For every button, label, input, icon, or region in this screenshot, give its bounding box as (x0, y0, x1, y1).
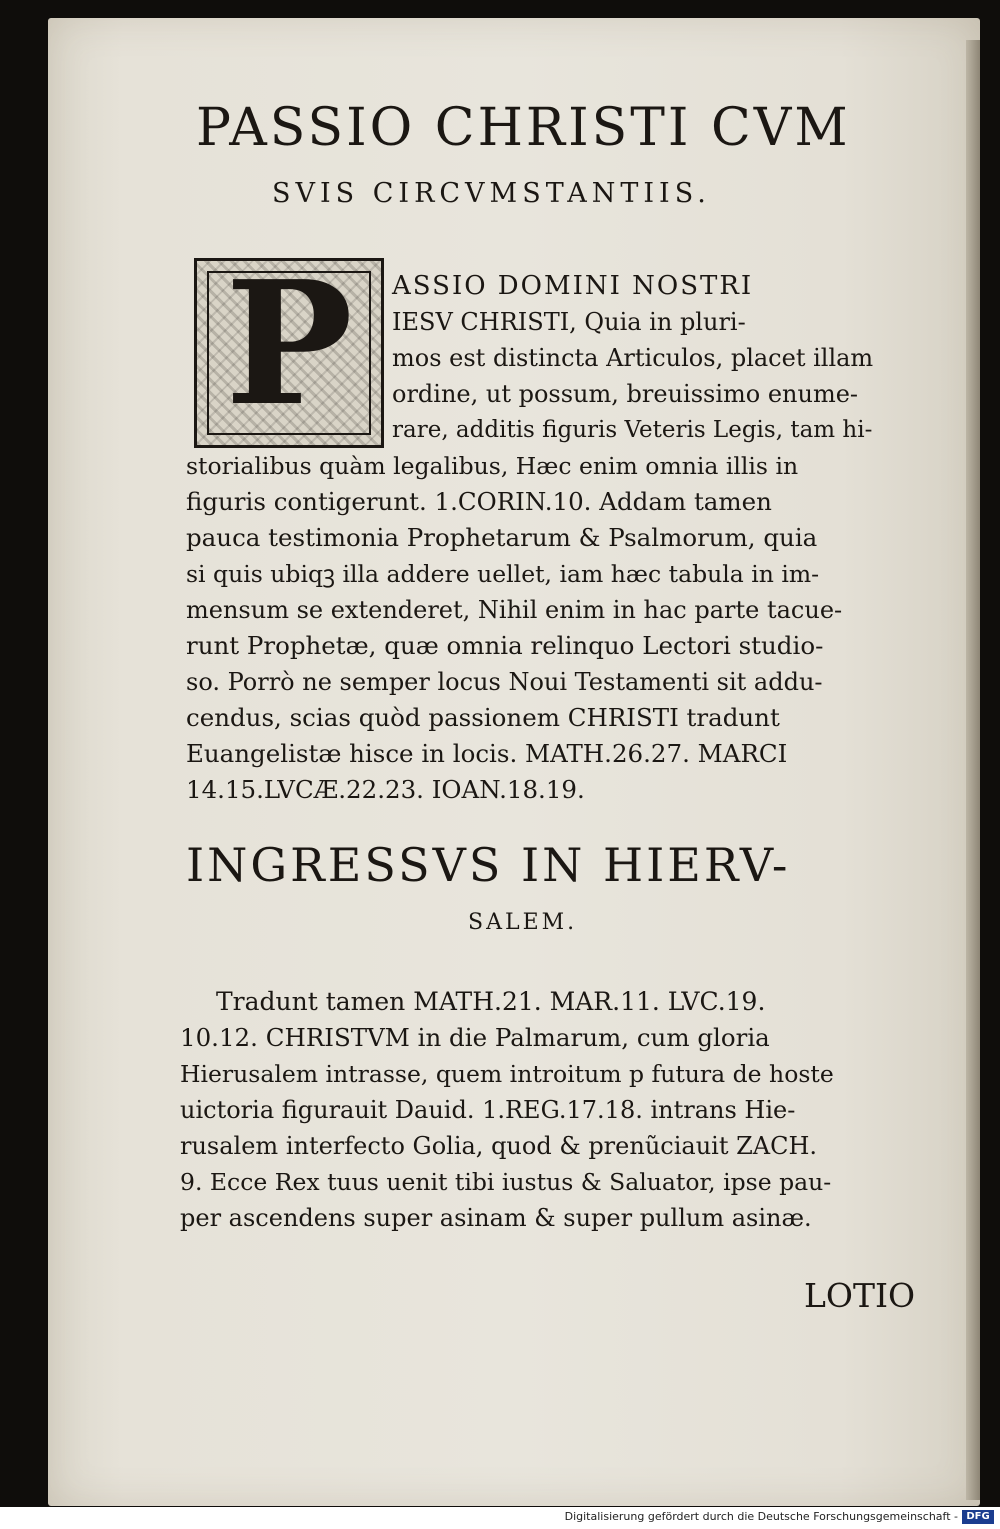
paragraph2-line: Hierusalem intrasse, quem introitum p futura de hoste (180, 1060, 834, 1088)
page-title: PASSIO CHRISTI CVM (196, 98, 851, 158)
page-subtitle: SVIS CIRCVMSTANTIIS. (272, 178, 711, 209)
paragraph1-line: figuris contigerunt. 1.CORIN.10. Addam tamen (186, 487, 772, 516)
paragraph2-line: 9. Ecce Rex tuus uenit tibi iustus & Saluator, ipse pau- (180, 1168, 832, 1196)
paragraph1-line: ordine, ut possum, breuissimo enume- (392, 380, 859, 408)
paragraph1-line: pauca testimonia Prophetarum & Psalmorum, quia (186, 523, 818, 552)
paragraph2-line: Tradunt tamen MATH.21. MAR.11. LVC.19. (216, 987, 766, 1016)
paragraph1-line: rare, additis figuris Veteris Legis, tam hi- (392, 417, 873, 443)
section-heading: INGRESSVS IN HIERV- (186, 838, 791, 892)
paragraph1-line: cendus, scias quòd passionem CHRISTI tradunt (186, 703, 780, 732)
paragraph1-line: so. Porrò ne semper locus Noui Testamenti sit addu- (186, 668, 823, 696)
paragraph1-line: 14.15.LVCÆ.22.23. IOAN.18.19. (186, 775, 585, 804)
page-edge (966, 40, 980, 1500)
paragraph1-line: ASSIO DOMINI NOSTRI (392, 271, 754, 301)
section-heading-continued: SALEM. (468, 910, 578, 935)
paragraph2-line: uictoria figurauit Dauid. 1.REG.17.18. intrans Hie- (180, 1096, 796, 1124)
catchword: LOTIO (804, 1276, 916, 1315)
paragraph1-line: mos est distincta Articulos, placet illam (392, 344, 874, 372)
dfg-logo[interactable]: DFG (962, 1510, 994, 1524)
paragraph1-line: si quis ubiqꝫ illa addere uellet, iam hæc tabula in im- (186, 560, 820, 588)
decorated-initial (194, 244, 384, 448)
initial-letter: P (225, 244, 353, 444)
paragraph2-line: per ascendens super asinam & super pullum asinæ. (180, 1204, 812, 1232)
paragraph2-line: rusalem interfecto Golia, quod & prenũciauit ZACH. (180, 1132, 818, 1160)
paragraph1-line: IESV CHRISTI, Quia in pluri- (392, 308, 746, 336)
paragraph1-line: runt Prophetæ, quæ omnia relinquo Lectori studio- (186, 631, 824, 660)
paragraph2-line: 10.12. CHRISTVM in die Palmarum, cum gloria (180, 1023, 770, 1052)
paragraph1-line: Euangelistæ hisce in locis. MATH.26.27. MARCI (186, 739, 788, 768)
footer-credit: Digitalisierung gefördert durch die Deutsche Forschungsgemeinschaft - (564, 1510, 958, 1523)
paragraph1-line: storialibus quàm legalibus, Hæc enim omnia illis in (186, 452, 799, 480)
paragraph1-line: mensum se extenderet, Nihil enim in hac parte tacue- (186, 596, 843, 624)
